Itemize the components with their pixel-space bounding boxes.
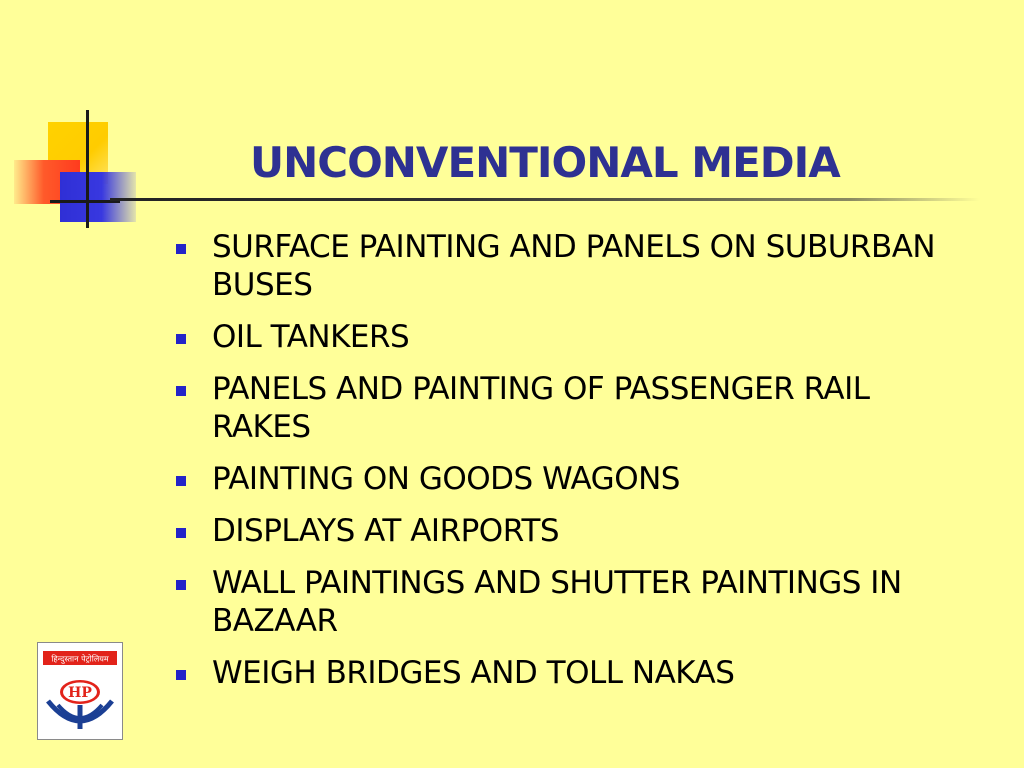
logo-emblem-text: HP: [68, 685, 92, 701]
logo-center-bar: [78, 705, 83, 729]
decorative-vertical-line: [86, 110, 89, 228]
bullet-square-icon: [176, 670, 186, 680]
bullet-square-icon: [176, 580, 186, 590]
hp-logo-icon: [38, 643, 122, 739]
slide-title: UNCONVENTIONAL MEDIA: [250, 138, 840, 187]
bullet-square-icon: [176, 244, 186, 254]
bullet-item: [172, 564, 952, 640]
bullet-square-icon: [176, 476, 186, 486]
bullet-list: [172, 228, 952, 706]
bullet-text: PAINTING ON GOODS WAGONS: [212, 461, 680, 497]
bullet-item: [172, 318, 952, 356]
bullet-text: SURFACE PAINTING AND PANELS ON SUBURBAN BUSES: [212, 229, 936, 303]
bullet-square-icon: [176, 334, 186, 344]
decorative-blue-square: [60, 172, 136, 222]
bullet-item: [172, 654, 952, 692]
bullet-square-icon: [176, 386, 186, 396]
bullet-item: [172, 370, 952, 446]
bullet-text: OIL TANKERS: [212, 319, 410, 355]
title-underline: [110, 198, 980, 201]
bullet-square-icon: [176, 528, 186, 538]
bullet-item: [172, 228, 952, 304]
hp-logo: [37, 642, 123, 740]
bullet-text: PANELS AND PAINTING OF PASSENGER RAIL RAKES: [212, 371, 870, 445]
bullet-text: WEIGH BRIDGES AND TOLL NAKAS: [212, 655, 735, 691]
bullet-text: WALL PAINTINGS AND SHUTTER PAINTINGS IN BAZAAR: [212, 565, 902, 639]
bullet-item: [172, 512, 952, 550]
bullet-text: DISPLAYS AT AIRPORTS: [212, 513, 560, 549]
logo-banner-text: हिन्दुस्तान पेट्रोलियम: [51, 654, 109, 664]
bullet-item: [172, 460, 952, 498]
